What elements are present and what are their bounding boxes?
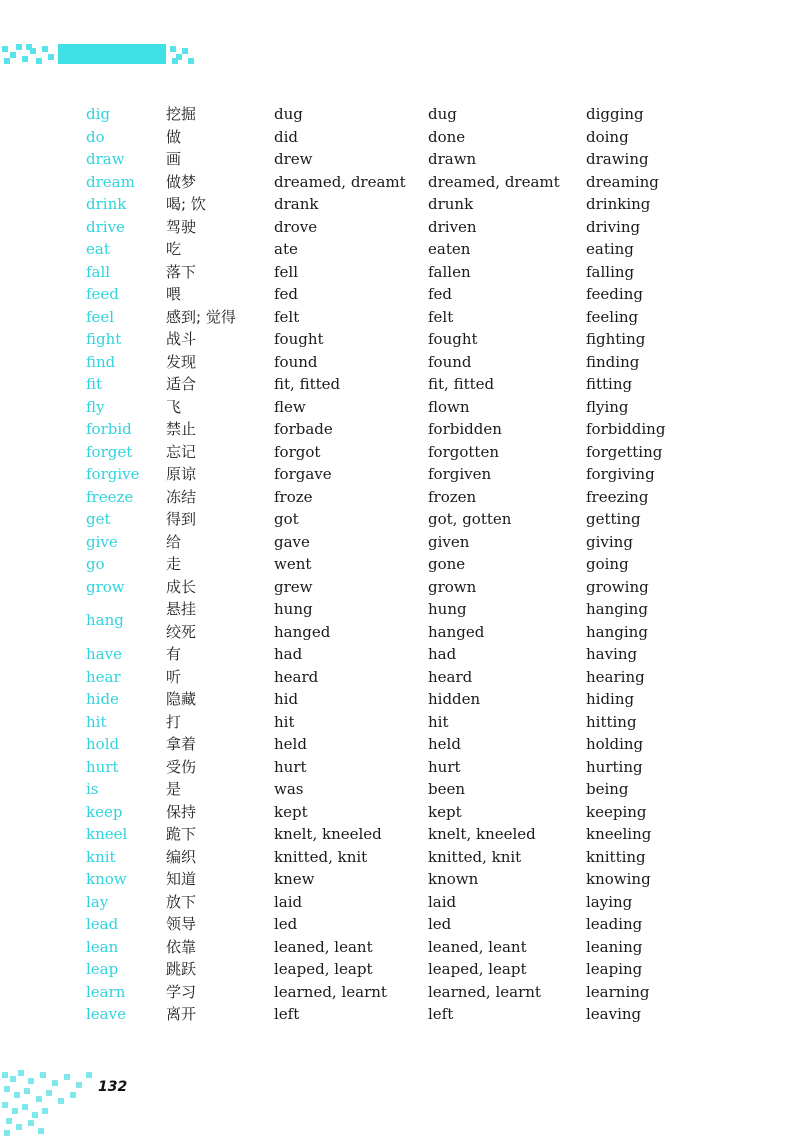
verb-past-participle: fallen	[428, 262, 471, 281]
irregular-verbs-table	[86, 103, 696, 1026]
verb-ing-form: digging	[586, 105, 644, 123]
verb-past-participle: laid	[428, 892, 457, 911]
verb-ing-form: drawing	[586, 150, 649, 168]
verb-past-participle: learned, learnt	[428, 982, 541, 1001]
verb-past-tense: found	[274, 352, 318, 371]
verb-past-participle: hit	[428, 712, 449, 731]
verb-chinese-meaning: 禁止	[166, 420, 197, 438]
verb-ing-form: driving	[586, 217, 641, 236]
verb-past-participle: grown	[428, 577, 477, 596]
verb-ing-form: doing	[586, 127, 629, 146]
verb-past-participle: flown	[428, 397, 470, 416]
verb-past-participle: drunk	[428, 195, 474, 213]
verb-ing-form: learning	[586, 982, 650, 1001]
verb-past-participle: led	[428, 915, 452, 933]
verb-past-tense: ate	[274, 240, 298, 258]
verb-row	[86, 463, 696, 486]
verb-base-form: know	[86, 870, 127, 888]
verb-ing-form: leading	[586, 915, 643, 933]
verb-past-participle: forgiven	[428, 465, 492, 483]
verb-past-tense: heard	[274, 667, 319, 686]
verb-past-participle: heard	[428, 667, 473, 686]
verb-past-participle: fit, fitted	[428, 375, 495, 393]
verb-ing-form: feeling	[586, 307, 639, 326]
verb-past-tense: drank	[274, 195, 319, 213]
verb-row	[86, 958, 696, 981]
verb-row	[86, 373, 696, 396]
verb-row	[86, 328, 696, 351]
verb-row	[86, 711, 696, 734]
verb-row	[86, 126, 696, 149]
verb-past-participle: found	[428, 352, 472, 371]
verb-chinese-meaning: 得到	[166, 510, 197, 528]
verb-chinese-meaning: 绞死	[166, 622, 197, 641]
verb-row	[86, 598, 696, 621]
verb-past-participle: leaped, leapt	[428, 960, 527, 978]
verb-row	[86, 351, 696, 374]
verb-row	[86, 216, 696, 239]
verb-past-participle: given	[428, 532, 470, 551]
header-accent-bar	[58, 44, 166, 64]
verb-past-tense: froze	[274, 487, 313, 506]
verb-past-tense: forgave	[274, 465, 332, 483]
verb-chinese-meaning: 战斗	[166, 330, 197, 348]
verb-ing-form: knitting	[586, 847, 646, 866]
verb-row	[86, 103, 696, 126]
verb-ing-form: eating	[586, 240, 634, 258]
verb-chinese-meaning: 跪下	[166, 825, 197, 843]
verb-chinese-meaning: 适合	[166, 375, 197, 393]
verb-ing-form: leaning	[586, 937, 643, 956]
verb-past-tense: learned, learnt	[274, 982, 387, 1001]
verb-chinese-meaning: 听	[166, 667, 182, 686]
verb-base-form: hold	[86, 735, 120, 753]
verb-row	[86, 508, 696, 531]
verb-row	[86, 936, 696, 959]
verb-past-tense: hung	[274, 600, 313, 618]
verb-base-form: dream	[86, 172, 135, 191]
verb-row	[86, 643, 696, 666]
verb-past-tense: hurt	[274, 757, 307, 776]
verb-past-tense: knitted, knit	[274, 847, 368, 866]
verb-chinese-meaning: 放下	[166, 892, 197, 911]
verb-row	[86, 283, 696, 306]
verb-past-tense: fed	[274, 285, 299, 303]
verb-past-tense: leaned, leant	[274, 937, 373, 956]
verb-base-form: give	[86, 532, 118, 551]
verb-past-participle: hidden	[428, 690, 481, 708]
verb-past-tense: drove	[274, 217, 318, 236]
verb-past-tense: had	[274, 645, 303, 663]
verb-chinese-meaning: 离开	[166, 1005, 197, 1023]
verb-ing-form: laying	[586, 892, 633, 911]
verb-chinese-meaning: 保持	[166, 802, 197, 821]
verb-ing-form: being	[586, 780, 629, 798]
verb-past-tense: grew	[274, 577, 313, 596]
verb-ing-form: flying	[586, 397, 629, 416]
verb-ing-form: hiding	[586, 690, 635, 708]
verb-ing-form: hitting	[586, 712, 637, 731]
verb-past-participle: kept	[428, 802, 462, 821]
verb-ing-form: drinking	[586, 195, 651, 213]
verb-row	[86, 148, 696, 171]
verb-base-form: draw	[86, 150, 125, 168]
page-number: 132	[98, 1079, 128, 1095]
verb-past-tense: forgot	[274, 442, 321, 461]
verb-past-tense: left	[274, 1005, 300, 1023]
verb-chinese-meaning: 走	[166, 555, 182, 573]
verb-past-participle: forgotten	[428, 442, 499, 461]
verb-past-tense: fit, fitted	[274, 375, 341, 393]
verb-past-tense: knew	[274, 870, 315, 888]
verb-base-form: lead	[86, 915, 119, 933]
verb-row	[86, 733, 696, 756]
verb-chinese-meaning: 学习	[166, 982, 197, 1001]
verb-past-tense: hit	[274, 712, 295, 731]
verb-ing-form: knowing	[586, 870, 651, 888]
verb-row	[86, 553, 696, 576]
verb-past-tense: dug	[274, 105, 303, 123]
verb-base-form: fight	[86, 330, 122, 348]
verb-row	[86, 486, 696, 509]
verb-ing-form: forgetting	[586, 442, 663, 461]
verb-chinese-meaning: 忘记	[166, 442, 197, 461]
verb-chinese-meaning: 吃	[166, 240, 182, 258]
verb-base-form: forbid	[86, 420, 132, 438]
verb-chinese-meaning: 落下	[166, 262, 197, 281]
verb-chinese-meaning: 编织	[166, 847, 197, 866]
verb-past-tense: laid	[274, 892, 303, 911]
verb-past-participle: knitted, knit	[428, 847, 522, 866]
verb-chinese-meaning: 驾驶	[166, 217, 197, 236]
verb-base-form: feed	[86, 285, 119, 303]
verb-base-form: hide	[86, 690, 119, 708]
verb-row	[86, 756, 696, 779]
verb-ing-form: forgiving	[586, 465, 655, 483]
verb-base-form: freeze	[86, 487, 134, 506]
verb-chinese-meaning: 飞	[166, 397, 182, 416]
verb-row	[86, 868, 696, 891]
verb-ing-form: falling	[586, 262, 635, 281]
verb-base-form: dig	[86, 105, 111, 123]
verb-past-participle: left	[428, 1005, 454, 1023]
verb-row	[86, 238, 696, 261]
verb-past-participle: had	[428, 645, 457, 663]
verb-past-participle: dreamed, dreamt	[428, 172, 560, 191]
verb-past-tense: hid	[274, 690, 299, 708]
verb-base-form: feel	[86, 307, 115, 326]
verb-base-form: fly	[86, 397, 105, 416]
verb-past-participle: got, gotten	[428, 510, 512, 528]
verb-ing-form: hurting	[586, 757, 643, 776]
verb-ing-form: hearing	[586, 667, 645, 686]
verb-base-form: lay	[86, 892, 109, 911]
verb-ing-form: freezing	[586, 487, 649, 506]
verb-past-tense: felt	[274, 307, 300, 326]
verb-row	[86, 171, 696, 194]
verb-chinese-meaning: 发现	[166, 352, 197, 371]
footer-decoration	[0, 1068, 110, 1138]
verb-row	[86, 846, 696, 869]
verb-row	[86, 441, 696, 464]
verb-row	[86, 576, 696, 599]
verb-base-form: get	[86, 510, 111, 528]
verb-chinese-meaning: 有	[166, 645, 182, 663]
verb-past-tense: fell	[274, 262, 299, 281]
verb-base-form: find	[86, 352, 116, 371]
verb-chinese-meaning: 打	[166, 712, 182, 731]
verb-past-tense: gave	[274, 532, 310, 551]
verb-ing-form: leaving	[586, 1005, 642, 1023]
verb-base-form: drive	[86, 217, 125, 236]
verb-base-form: leap	[86, 960, 119, 978]
verb-base-form: grow	[86, 577, 125, 596]
verb-past-tense: hanged	[274, 622, 331, 641]
verb-base-form: leave	[86, 1005, 126, 1023]
verb-chinese-meaning: 冻结	[166, 487, 197, 506]
verb-past-participle: hurt	[428, 757, 461, 776]
header-decoration	[0, 42, 200, 66]
verb-row	[86, 688, 696, 711]
verb-chinese-meaning: 依靠	[166, 937, 197, 956]
verb-past-participle: leaned, leant	[428, 937, 527, 956]
verb-base-form: do	[86, 127, 105, 146]
verb-base-form: hang	[86, 611, 124, 630]
verb-row	[86, 418, 696, 441]
verb-ing-form: hanging	[586, 600, 648, 618]
verb-ing-form: forbidding	[586, 420, 666, 438]
verb-ing-form: giving	[586, 532, 633, 551]
verb-chinese-meaning: 悬挂	[166, 600, 197, 618]
verb-past-tense: was	[274, 780, 304, 798]
verb-past-tense: did	[274, 127, 299, 146]
verb-chinese-meaning: 领导	[166, 915, 197, 933]
verb-chinese-meaning: 知道	[166, 870, 197, 888]
verb-chinese-meaning: 喂	[166, 285, 182, 303]
verb-past-participle: held	[428, 735, 461, 753]
verb-past-participle: drawn	[428, 150, 477, 168]
verb-past-tense: held	[274, 735, 307, 753]
verb-base-form: drink	[86, 195, 127, 213]
verb-ing-form: growing	[586, 577, 649, 596]
verb-chinese-meaning: 受伤	[166, 757, 197, 776]
verb-ing-form: kneeling	[586, 825, 652, 843]
verb-base-form: hit	[86, 712, 107, 731]
verb-past-participle: hung	[428, 600, 467, 618]
verb-past-participle: dug	[428, 105, 457, 123]
verb-row	[86, 778, 696, 801]
verb-base-form: is	[86, 780, 99, 798]
verb-past-tense: flew	[274, 397, 306, 416]
verb-past-tense: kept	[274, 802, 308, 821]
verb-past-participle: forbidden	[428, 420, 502, 438]
verb-past-participle: eaten	[428, 240, 471, 258]
verb-past-participle: fed	[428, 285, 453, 303]
verb-past-participle: been	[428, 780, 466, 798]
verb-past-tense: led	[274, 915, 298, 933]
verb-chinese-meaning: 拿着	[166, 735, 197, 753]
verb-base-form: lean	[86, 937, 119, 956]
verb-past-tense: went	[274, 555, 312, 573]
verb-chinese-meaning: 给	[166, 532, 182, 551]
verb-past-participle: frozen	[428, 487, 477, 506]
verb-row	[86, 666, 696, 689]
verb-chinese-meaning: 成长	[166, 577, 197, 596]
verb-base-form: hurt	[86, 757, 119, 776]
verb-row	[86, 396, 696, 419]
verb-chinese-meaning: 是	[166, 780, 182, 798]
verb-past-participle: done	[428, 127, 466, 146]
verb-ing-form: hanging	[586, 622, 648, 641]
verb-chinese-meaning: 原谅	[166, 465, 197, 483]
verb-ing-form: dreaming	[586, 172, 659, 191]
verb-chinese-meaning: 喝; 饮	[166, 195, 206, 213]
verb-base-form: have	[86, 645, 122, 663]
verb-ing-form: holding	[586, 735, 644, 753]
verb-base-form: kneel	[86, 825, 128, 843]
verb-ing-form: getting	[586, 510, 641, 528]
verb-past-participle: knelt, kneeled	[428, 825, 536, 843]
verb-past-participle: known	[428, 870, 479, 888]
verb-row	[86, 1003, 696, 1026]
verb-chinese-meaning: 画	[166, 150, 182, 168]
verb-base-form: forget	[86, 442, 133, 461]
verb-past-tense: dreamed, dreamt	[274, 172, 406, 191]
verb-ing-form: leaping	[586, 960, 643, 978]
verb-past-tense: got	[274, 510, 299, 528]
verb-past-participle: fought	[428, 330, 478, 348]
verb-base-form: keep	[86, 802, 123, 821]
verb-base-form: fall	[86, 262, 111, 281]
verb-row	[86, 913, 696, 936]
verb-row	[86, 823, 696, 846]
verb-row	[86, 193, 696, 216]
verb-ing-form: fighting	[586, 330, 646, 348]
verb-base-form: eat	[86, 240, 110, 258]
verb-row	[86, 801, 696, 824]
verb-base-form: forgive	[86, 465, 140, 483]
verb-ing-form: keeping	[586, 802, 647, 821]
verb-past-participle: gone	[428, 555, 466, 573]
verb-past-tense: forbade	[274, 420, 333, 438]
verb-past-tense: drew	[274, 150, 313, 168]
verb-base-form: knit	[86, 847, 116, 866]
verb-base-form: go	[86, 555, 105, 573]
verb-row	[86, 981, 696, 1004]
verb-base-form: hear	[86, 667, 121, 686]
verb-past-participle: felt	[428, 307, 454, 326]
verb-ing-form: fitting	[586, 375, 633, 393]
verb-chinese-meaning: 做	[166, 127, 182, 146]
verb-past-tense: fought	[274, 330, 324, 348]
verb-chinese-meaning: 感到; 觉得	[166, 307, 236, 326]
verb-row	[86, 261, 696, 284]
verb-row	[86, 891, 696, 914]
verb-past-participle: driven	[428, 217, 477, 236]
verb-row	[86, 306, 696, 329]
verb-chinese-meaning: 做梦	[166, 172, 197, 191]
verb-ing-form: going	[586, 555, 629, 573]
verb-row	[86, 621, 696, 644]
verb-past-tense: leaped, leapt	[274, 960, 373, 978]
verb-chinese-meaning: 跳跃	[166, 960, 197, 978]
verb-ing-form: finding	[586, 352, 640, 371]
verb-chinese-meaning: 隐藏	[166, 690, 197, 708]
verb-ing-form: having	[586, 645, 638, 663]
verb-past-participle: hanged	[428, 622, 485, 641]
verb-past-tense: knelt, kneeled	[274, 825, 382, 843]
verb-base-form: fit	[86, 375, 103, 393]
verb-base-form: learn	[86, 982, 126, 1001]
verb-ing-form: feeding	[586, 285, 643, 303]
verb-chinese-meaning: 挖掘	[166, 105, 197, 123]
verb-row	[86, 531, 696, 554]
